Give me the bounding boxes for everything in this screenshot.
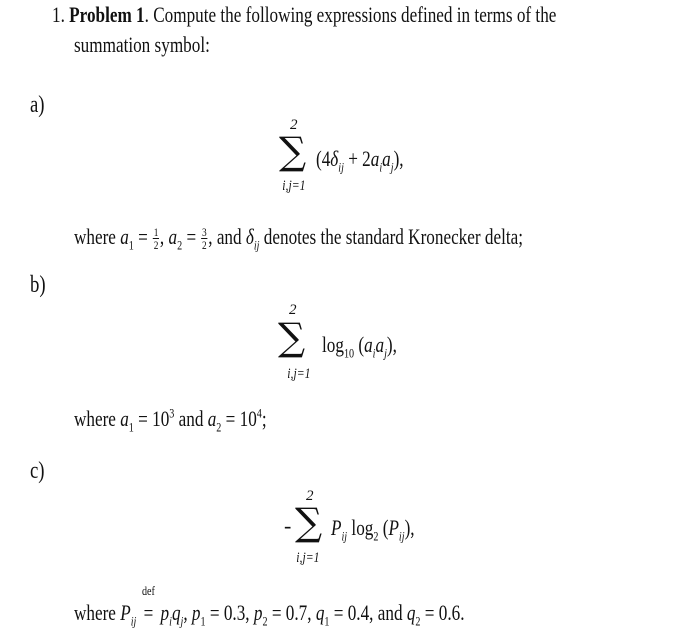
part-c-minus-sign: - (284, 513, 292, 538)
part-c-label: c) (30, 458, 45, 484)
part-c-upper-limit: 2 (306, 488, 314, 504)
part-a-where: where $a_1$ = $\frac{1}{2}$ , $a_2$ = $\frac{3}{2}$ , and $\delta_{ij}$ denotes the standard Kronecker delta; (74, 224, 523, 253)
problem-heading (52, 2, 556, 28)
fraction-three-halves: $\frac{3}{2}$ (201, 225, 207, 253)
fraction-one-half: $\frac{1}{2}$ (153, 225, 159, 253)
part-c-lower-limit: i,j=1 (296, 550, 320, 566)
part-b-lower-limit: i,j=1 (287, 366, 311, 382)
part-a-lower-limit: i,j=1 (282, 178, 306, 194)
definition-equals: def = (141, 583, 155, 625)
part-b-upper-limit: 2 (289, 302, 297, 318)
part-a-label: a) (30, 92, 45, 118)
problem-label: Problem 1 (69, 2, 145, 27)
part-a-sigma-icon: ∑ (279, 129, 307, 173)
part-b-label: b) (30, 272, 46, 298)
part-b-sigma-icon: ∑ (278, 315, 306, 359)
problem-number: 1. (52, 2, 65, 27)
part-c-summand: $P_{ij}$ $\log_2 (P_{ij})$, (331, 515, 415, 544)
part-c-where: where $P_{ij}$ def = $p_iq_j$, $p_1 = 0.3$, $p_2 = 0.7$, $q_1 = 0.4$, and $q_2 = 0.6$. (74, 583, 465, 629)
part-a-summand: $(4\delta_{ij} + 2a_ia_j)$, (316, 146, 404, 175)
part-b-where: where $a_1 = 10^3$ and $a_2 = 10^4$; (74, 405, 267, 435)
part-c-sigma-icon: ∑ (295, 500, 323, 544)
problem-intro-line2: summation symbol: (74, 32, 210, 57)
problem-intro-line1: . Compute the following expressions defined in terms of the (144, 2, 557, 27)
part-b-summand: $\log_{10} (a_ia_j)$, (322, 332, 397, 361)
part-a-upper-limit: 2 (290, 117, 298, 133)
